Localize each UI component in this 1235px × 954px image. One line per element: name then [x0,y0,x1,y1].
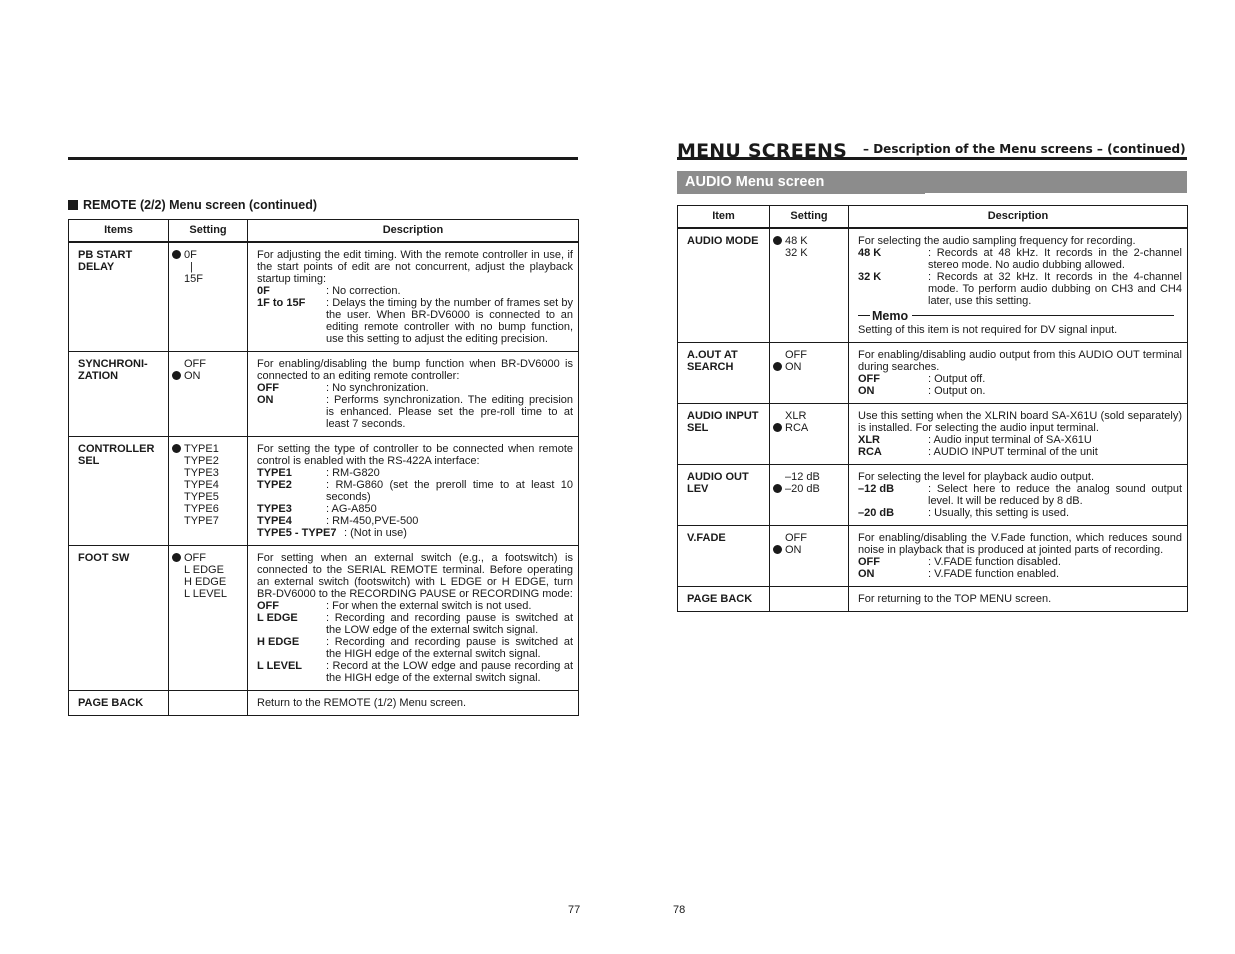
setting-option-label: H EDGE [184,575,227,588]
item-cell [69,351,169,436]
item-cell [678,464,770,525]
definition-text: : Records at 48 kHz. It records in the 2-channel stereo mode. No audio dubbing allowed. [928,246,1182,271]
definition-row [858,271,1182,307]
definition-row [257,515,573,527]
column-header-description: Description [248,220,579,242]
table-row [678,464,1188,525]
description-intro: For enabling/disabling the V.Fade function, which reduces sound noise in playback that is produced at jointed parts of recording. [858,531,1182,556]
definition-text: : RM-G860 (set the preroll time to at least 10 seconds) [326,478,573,503]
definition-text: : Recording and recording pause is switched at the LOW edge of the external switch signal. [326,611,573,636]
setting-cell [770,464,849,525]
range-bar [172,261,243,273]
definition-term: TYPE4 [257,514,292,527]
definition-text: : Audio input terminal of SA-X61U [928,433,1092,446]
definition-row [257,636,573,660]
page-title [677,134,1187,160]
setting-option-label: L LEVEL [184,587,228,600]
setting-option [172,515,243,527]
banner-underline [677,192,925,194]
definition-row [858,483,1182,507]
setting-option [172,455,243,467]
definition-row [257,297,573,345]
setting-option [773,532,844,544]
definition-row [257,503,573,515]
table-row [69,545,579,690]
description-cell [849,586,1188,611]
item-cell [678,342,770,403]
setting-option [172,370,243,382]
setting-option-label: OFF [184,357,206,370]
table-row [69,242,579,352]
setting-option-label: TYPE6 [184,502,219,515]
definition-text: : Select here to reduce the analog sound output level. It will be reduced by 8 dB. [928,482,1182,507]
setting-option-label: –12 dB [785,470,820,483]
setting-option-label: TYPE2 [184,454,219,467]
definition-row [257,467,573,479]
definition-text: : Records at 32 kHz. It records in the 4-channel mode. To perform audio dubbing on CH3 and CH4 later, use this setting. [928,270,1182,307]
definition-text: : V.FADE function disabled. [928,555,1061,568]
setting-option-label: OFF [184,551,206,564]
setting-option-label: XLR [785,409,807,422]
section-heading [68,199,317,211]
definition-term: TYPE1 [257,466,292,479]
selected-bullet-icon [172,444,181,453]
column-header-description: Description [849,206,1188,228]
definition-text: : Record at the LOW edge and pause recording at the HIGH edge of the external switch signal. [326,659,573,684]
setting-option [172,443,243,455]
definition-row [257,382,573,394]
setting-option [773,361,844,373]
item-label-line: PAGE BACK [78,696,144,709]
left-page [68,0,581,954]
column-header-setting: Setting [770,206,849,228]
description-cell [849,342,1188,403]
menu-banner: AUDIO Menu screen [677,171,1187,193]
description-cell [248,242,579,352]
setting-cell [169,436,248,545]
definition-term: ON [257,393,274,406]
item-cell [69,545,169,690]
item-label-line: PB START [78,248,133,261]
selected-bullet-icon [773,362,782,371]
setting-option [172,249,243,261]
item-cell [69,436,169,545]
setting-option-label: 32 K [785,246,808,259]
definition-row [257,527,573,539]
table-header-row [678,206,1188,228]
definition-text: : Recording and recording pause is switched at the HIGH edge of the external switch signal. [326,635,573,660]
definition-row [858,373,1182,385]
definition-row [257,600,573,612]
definition-row [257,660,573,684]
setting-option-label: OFF [785,348,807,361]
setting-option-label: –20 dB [785,482,820,495]
definition-row [858,446,1182,458]
setting-option [172,588,243,600]
setting-cell [770,586,849,611]
setting-option [172,552,243,564]
setting-option [172,576,243,588]
definition-row [858,507,1182,519]
setting-option-label: OFF [785,531,807,544]
setting-option [172,479,243,491]
description-cell [849,464,1188,525]
table-row [69,436,579,545]
setting-cell [169,242,248,352]
setting-option-label: TYPE3 [184,466,219,479]
table-row [678,403,1188,464]
definition-text: : No synchronization. [326,381,429,394]
definition-text: : No correction. [326,284,401,297]
description-intro: For enabling/disabling audio output from this AUDIO OUT terminal during searches. [858,348,1182,373]
setting-option-label: 15F [184,272,203,285]
table-row [69,690,579,715]
page-title-sub: – Description of the Menu screens – (continued) [863,142,1186,156]
table-header-row [69,220,579,242]
selected-bullet-icon [172,371,181,380]
memo-label: Memo [872,308,909,323]
description-intro: For adjusting the edit timing. With the remote controller in use, if the start points of edit are not concurrent, adjust the playback startup timing: [257,248,573,285]
item-cell [678,228,770,343]
setting-cell [770,403,849,464]
item-label-line: AUDIO INPUT [687,409,759,422]
selected-bullet-icon [773,545,782,554]
column-header-setting: Setting [169,220,248,242]
description-intro: For enabling/disabling the bump function when BR-DV6000 is connected to an editing remote controller: [257,357,573,382]
definition-term: 1F to 15F [257,296,306,309]
definition-term: 32 K [858,270,882,283]
setting-option [773,483,844,495]
table-row [69,351,579,436]
top-rule [68,157,578,160]
definition-row [858,434,1182,446]
setting-option-label: RCA [785,421,809,434]
definition-term: TYPE2 [257,478,292,491]
item-label-line: PAGE BACK [687,592,753,605]
description-intro: For selecting the level for playback audio output. [858,470,1095,483]
setting-option-label: TYPE7 [184,514,219,527]
definition-row [858,385,1182,397]
definition-row [257,285,573,297]
memo-dash [858,315,870,317]
item-label-line: AUDIO MODE [687,234,759,247]
table-row [678,228,1188,343]
setting-option [773,410,844,422]
setting-option [172,358,243,370]
definition-term: ON [858,384,875,397]
definition-text: : RM-G820 [326,466,380,479]
memo-header [858,310,1182,322]
description-intro: For setting the type of controller to be connected when remote control is enabled with the RS-422A interface: [257,442,573,467]
definition-text: : Performs synchronization. The editing precision is enhanced. Please set the pre-roll time to at least 7 seconds. [326,393,573,430]
item-label-line: FOOT SW [78,551,130,564]
definition-text: : Output on. [928,384,986,397]
selected-bullet-icon [172,553,181,562]
definition-term: L EDGE [257,611,298,624]
description-intro: For returning to the TOP MENU screen. [858,592,1052,605]
item-label-line: DELAY [78,260,115,273]
definition-term: 48 K [858,246,882,259]
item-label-line: LEV [687,482,709,495]
definition-text: : V.FADE function enabled. [928,567,1060,580]
page-number: 77 [568,904,581,916]
setting-cell [169,690,248,715]
setting-option-label: TYPE1 [184,442,219,455]
definition-term: TYPE5 - TYPE7 [257,526,337,539]
table-row [678,342,1188,403]
remote-menu-table [68,219,579,716]
description-cell [849,525,1188,586]
setting-cell [169,545,248,690]
selected-bullet-icon [172,250,181,259]
table-row [678,586,1188,611]
definition-row [257,394,573,430]
setting-option [773,235,844,247]
memo-line [912,315,1174,317]
definition-term: 0F [257,284,270,297]
description-cell [248,690,579,715]
definition-text: : AG-A850 [326,502,377,515]
item-label-line: CONTROLLER [78,442,155,455]
setting-option [773,349,844,361]
column-header-items: Items [69,220,169,242]
description-cell [849,228,1188,343]
definition-term: L LEVEL [257,659,303,672]
selected-bullet-icon [773,236,782,245]
definition-term: OFF [858,555,880,568]
setting-option [172,273,243,285]
setting-option-label: ON [785,360,802,373]
square-bullet-icon [68,200,78,210]
item-label-line: AUDIO OUT [687,470,749,483]
setting-option-label: | [190,260,193,273]
setting-option-label: ON [785,543,802,556]
description-intro: Return to the REMOTE (1/2) Menu screen. [257,696,467,709]
setting-option-label: L EDGE [184,563,224,576]
definition-term: RCA [858,445,882,458]
setting-option-label: TYPE4 [184,478,219,491]
item-cell [69,242,169,352]
setting-option-label: 48 K [785,234,808,247]
description-cell [248,545,579,690]
definition-text: : Output off. [928,372,986,385]
setting-option [172,491,243,503]
definition-term: ON [858,567,875,580]
definition-row [858,556,1182,568]
definition-text: : RM-450,PVE-500 [326,514,419,527]
definition-row [257,612,573,636]
description-cell [248,436,579,545]
audio-menu-table [677,205,1188,612]
memo-text: Setting of this item is not required for DV signal input. [858,323,1118,336]
item-cell [678,403,770,464]
item-cell [678,525,770,586]
setting-cell [770,525,849,586]
setting-cell [169,351,248,436]
item-label-line: SEL [687,421,709,434]
page-title-main: MENU SCREENS [677,140,848,162]
definition-text: : (Not in use) [344,526,407,539]
definition-row [858,568,1182,580]
setting-cell [770,228,849,343]
setting-option-label: TYPE5 [184,490,219,503]
column-header-item: Item [678,206,770,228]
definition-term: –20 dB [858,506,895,519]
item-cell [678,586,770,611]
definition-row [257,479,573,503]
table-row [678,525,1188,586]
item-label-line: A.OUT AT [687,348,738,361]
section-heading-text: REMOTE (2/2) Menu screen (continued) [83,198,318,212]
item-label-line: V.FADE [687,531,726,544]
definition-term: –12 dB [858,482,895,495]
description-intro: For selecting the audio sampling frequency for recording. [858,234,1136,247]
definition-term: OFF [257,381,279,394]
description-intro: For setting when an external switch (e.g., a footswitch) is connected to the SERIAL REMOTE terminal. Before operating an external switch (footswitch) with L EDGE or H EDGE, turn BR-DV6000 to the RECORDING PAUSE or RECORDING mode: [257,551,573,600]
definition-term: H EDGE [257,635,300,648]
selected-bullet-icon [773,423,782,432]
definition-text: : For when the external switch is not used. [326,599,532,612]
item-label-line: SEL [78,454,100,467]
setting-option-label: 0F [184,248,197,261]
definition-term: XLR [858,433,880,446]
definition-text: : Usually, this setting is used. [928,506,1070,519]
setting-option [773,422,844,434]
item-label-line: ZATION [78,369,119,382]
item-cell [69,690,169,715]
item-label-line: SEARCH [687,360,734,373]
definition-text: : Delays the timing by the number of frames set by the user. When BR-DV6000 is connected to an editing remote controller with no bump function, use this setting to adjust the editing precision. [326,296,573,345]
setting-option [172,467,243,479]
selected-bullet-icon [773,484,782,493]
item-label-line: SYNCHRONI- [78,357,148,370]
setting-option [172,564,243,576]
setting-option [773,544,844,556]
setting-option [172,503,243,515]
setting-cell [770,342,849,403]
description-cell [849,403,1188,464]
definition-row [858,247,1182,271]
definition-term: OFF [858,372,880,385]
description-intro: Use this setting when the XLRIN board SA-X61U (sold separately) is installed. For selecting the audio input terminal. [858,409,1182,434]
setting-option [773,247,844,259]
definition-term: OFF [257,599,279,612]
description-cell [248,351,579,436]
definition-term: TYPE3 [257,502,292,515]
definition-text: : AUDIO INPUT terminal of the unit [928,445,1098,458]
right-page [673,0,1187,954]
page-number: 78 [673,904,686,916]
setting-option-label: ON [184,369,201,382]
setting-option [773,471,844,483]
